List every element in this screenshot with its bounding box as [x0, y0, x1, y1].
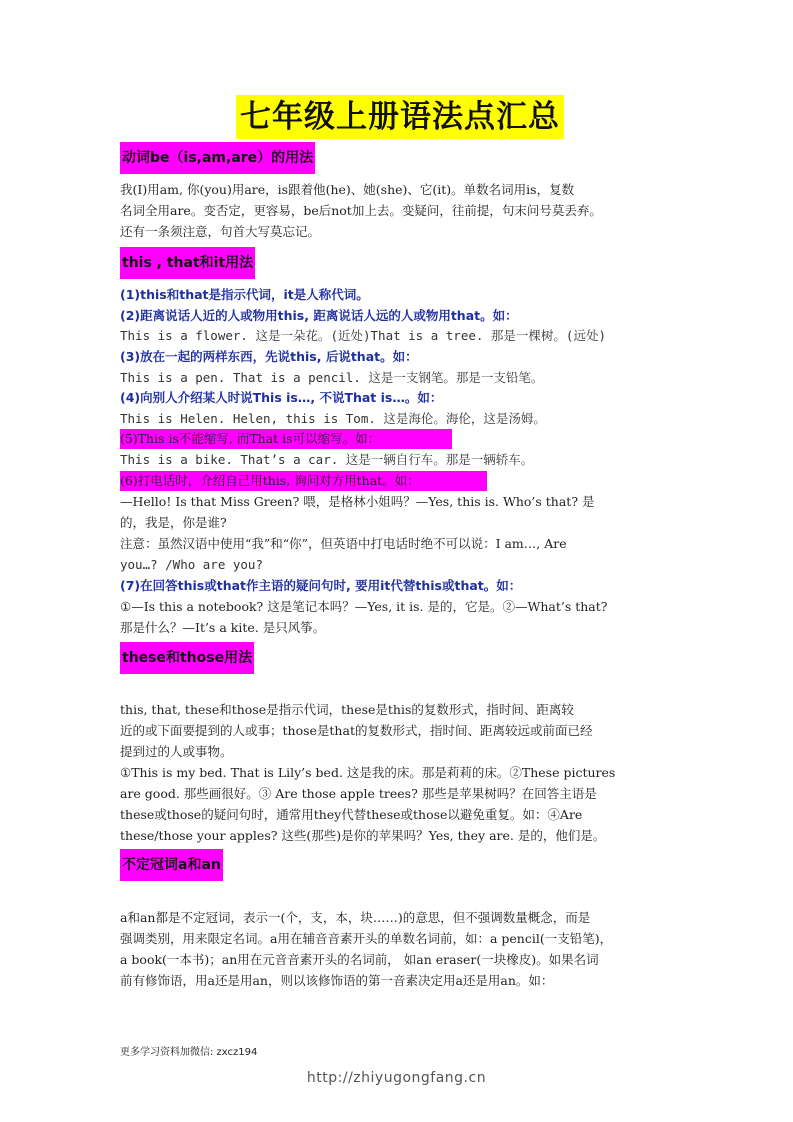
paragraph-line: 还有一条须注意，句首大写莫忘记。: [120, 224, 321, 239]
paragraph-line: this, that, these和those是指示代词，these是this的复数形式，指时间、距离较: [120, 702, 574, 717]
paragraph-line: these/those your apples? 这些(那些)是你的苹果吗？Yes, they are. 是的，他们是。: [120, 828, 606, 843]
paragraph-line: 强调类别，用来限定名词。a用在辅音音素开头的单数名词前，如：a pencil(一支铅笔)，: [120, 931, 613, 946]
example-line: This is a pen. That is a pencil. 这是一支钢笔。那是一支铅笔。: [120, 370, 544, 385]
footer-note: 更多学习资料加微信: zxcz194: [120, 1047, 258, 1058]
rule-line: (4)向别人介绍某人时说This is…, 不说That is…。如：: [120, 390, 443, 405]
paragraph-line: are good. 那些画很好。③ Are those apple trees? 那些是苹果树吗？在回答主语是: [120, 786, 597, 801]
highlighted-rule-line: (6)打电话时，介绍自己用this, 询问对方用that。如：: [120, 471, 487, 491]
example-line: 的，我是，你是谁?: [120, 515, 227, 530]
note-line: 注意：虽然汉语中使用“我”和“你”，但英语中打电话时绝不可以说：I am…, Are: [120, 536, 567, 551]
paragraph-line: ①This is my bed. That is Lily’s bed. 这是我的床。那是莉莉的床。②These pictures: [120, 765, 616, 780]
rule-line: (2)距离说话人近的人或物用this, 距离说话人远的人或物用that。如：: [120, 308, 518, 323]
paragraph-line: these或those的疑问句时，通常用they代替these或those以避免重复。如：④Are: [120, 807, 583, 822]
rule-line: (1)this和that是指示代词，it是人称代词。: [120, 287, 369, 302]
example-line: This is a bike. That’s a car. 这是一辆自行车。那是一辆轿车。: [120, 452, 534, 467]
paragraph-line: 前有修饰语，用a还是用an，则以该修饰语的第一音素决定用a还是用an。如：: [120, 973, 554, 988]
rule-line: (3)放在一起的两样东西，先说this, 后说that。如：: [120, 349, 418, 364]
page-title: 七年级上册语法点汇总: [236, 95, 564, 139]
paragraph-line: 名词全用are。变否定，更容易，be后not加上去。变疑问，往前提，句末问号莫丢弃。: [120, 203, 602, 218]
paragraph-line: a book(一本书)；an用在元音音素开头的名词前， 如an eraser(一块橡皮)。如果名词: [120, 952, 599, 967]
note-line: you…? /Who are you?: [120, 557, 263, 572]
paragraph-line: 我(I)用am, 你(you)用are，is跟着他(he)、她(she)、它(it)。单数名词用is，复数: [120, 182, 575, 197]
footer-url: http://zhiyugongfang.cn: [306, 1070, 487, 1086]
section-heading-be: 动词be（is,am,are）的用法: [120, 142, 315, 174]
section-heading-this-that: this , that和it用法: [120, 247, 255, 279]
section-heading-a-an: 不定冠词a和an: [120, 849, 223, 881]
rule-line: (7)在回答this或that作主语的疑问句时, 要用it代替this或that。如：: [120, 578, 522, 593]
section-heading-these-those: these和those用法: [120, 642, 254, 674]
paragraph-line: a和an都是不定冠词，表示一(个，支，本，块……)的意思，但不强调数量概念，而是: [120, 910, 591, 925]
example-line: This is a flower. 这是一朵花。(近处)That is a tree. 那是一棵树。(远处): [120, 328, 606, 343]
example-line: ①—Is this a notebook? 这是笔记本吗？—Yes, it is. 是的，它是。②—What’s that?: [120, 599, 608, 614]
example-line: This is Helen. Helen, this is Tom. 这是海伦。海伦，这是汤姆。: [120, 411, 546, 426]
highlighted-rule-line: (5)This is不能缩写, 而That is可以缩写。如：: [120, 429, 452, 449]
example-line: —Hello! Is that Miss Green? 喂，是格林小姐吗？—Yes, this is. Who’s that? 是: [120, 494, 595, 509]
example-line: 那是什么？—It’s a kite. 是只风筝。: [120, 620, 326, 635]
paragraph-line: 近的或下面要提到的人或事；those是that的复数形式，指时间、距离较远或前面已经: [120, 723, 593, 738]
paragraph-line: 提到过的人或事物。: [120, 744, 233, 759]
